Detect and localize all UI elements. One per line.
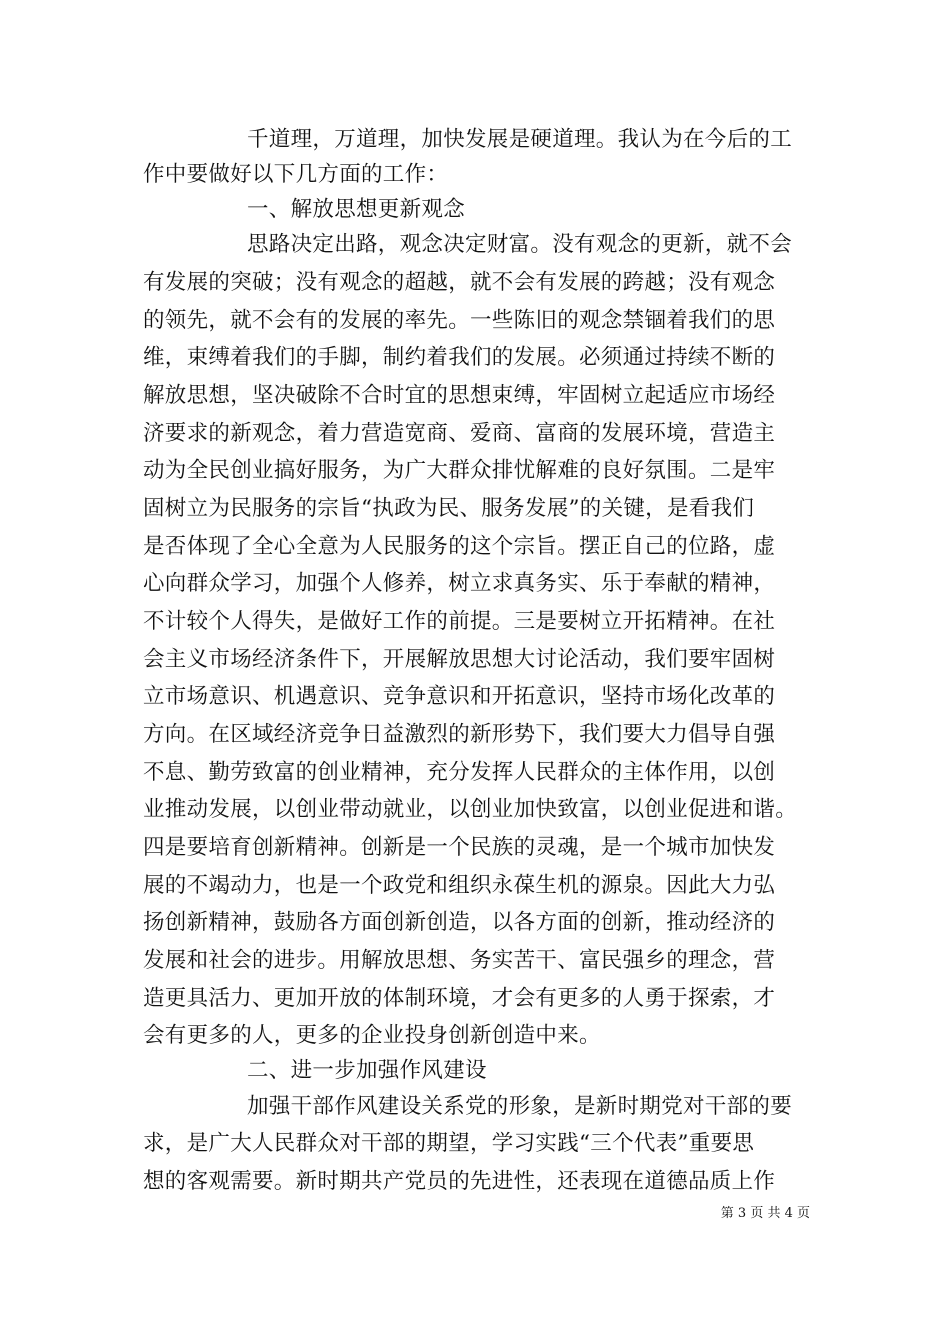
paragraph-line: 展的不竭动力，也是一个政党和组织永葆生机的源泉。因此大力弘 (143, 873, 776, 898)
paragraph-line: 济要求的新观念，着力营造宽商、爱商、富商的发展环境，营造主 (143, 421, 776, 446)
paragraph-line: 扬创新精神，鼓励各方面创新创造，以各方面的创新，推动经济的 (143, 910, 776, 935)
paragraph-line: 不息、勤劳致富的创业精神，充分发挥人民群众的主体作用，以创 (143, 760, 776, 785)
paragraph-line: 思路决定出路，观念决定财富。没有观念的更新，就不会 (247, 232, 793, 257)
paragraph-line: 有发展的突破；没有观念的超越，就不会有发展的跨越；没有观念 (143, 270, 776, 295)
paragraph-line: 动为全民创业搞好服务，为广大群众排忧解难的良好氛围。二是牢 (143, 458, 776, 483)
paragraph-line: 加强干部作风建设关系党的形象，是新时期党对干部的要 (247, 1094, 793, 1119)
section-heading: 二、进一步加强作风建设 (247, 1058, 487, 1083)
paragraph-line: 作中要做好以下几方面的工作： (143, 162, 449, 187)
paragraph-line: 心向群众学习，加强个人修养，树立求真务实、乐于奉献的精神， (143, 571, 776, 596)
paragraph-line: 不计较个人得失，是做好工作的前提。三是要树立开拓精神。在社 (143, 609, 776, 634)
paragraph-line: 固树立为民服务的宗旨“执政为民、服务发展”的关键，是看我们 (143, 496, 755, 521)
paragraph-line: 维，束缚着我们的手脚，制约着我们的发展。必须通过持续不断的 (143, 345, 776, 370)
paragraph-line: 造更具活力、更加开放的体制环境，才会有更多的人勇于探索，才 (143, 986, 776, 1011)
page-number-footer: 第 3 页 共 4 页 (720, 1206, 810, 1221)
paragraph-line: 业推动发展，以创业带动就业，以创业加快致富，以创业促进和谐。 (143, 797, 798, 822)
paragraph-line: 是否体现了全心全意为人民服务的这个宗旨。摆正自己的位路，虚 (143, 534, 776, 559)
paragraph-line: 会主义市场经济条件下，开展解放思想大讨论活动，我们要牢固树 (143, 647, 776, 672)
paragraph-line: 立市场意识、机遇意识、竞争意识和开拓意识，坚持市场化改革的 (143, 684, 776, 709)
paragraph-line: 解放思想，坚决破除不合时宜的思想束缚，牢固树立起适应市场经 (143, 383, 776, 408)
section-heading: 一、解放思想更新观念 (247, 197, 466, 222)
paragraph-line: 千道理，万道理，加快发展是硬道理。我认为在今后的工 (247, 127, 793, 152)
paragraph-line: 想的客观需要。新时期共产党员的先进性，还表现在道德品质上作 (143, 1169, 776, 1194)
paragraph-line: 的领先，就不会有的发展的率先。一些陈旧的观念禁锢着我们的思 (143, 308, 776, 333)
paragraph-line: 方向。在区域经济竞争日益激烈的新形势下，我们要大力倡导自强 (143, 722, 776, 747)
paragraph-line: 四是要培育创新精神。创新是一个民族的灵魂，是一个城市加快发 (143, 835, 776, 860)
paragraph-line: 求，是广大人民群众对干部的期望，学习实践“三个代表”重要思 (143, 1131, 755, 1156)
paragraph-line: 发展和社会的进步。用解放思想、务实苦干、富民强乡的理念，营 (143, 948, 776, 973)
paragraph-line: 会有更多的人，更多的企业投身创新创造中来。 (143, 1023, 601, 1048)
